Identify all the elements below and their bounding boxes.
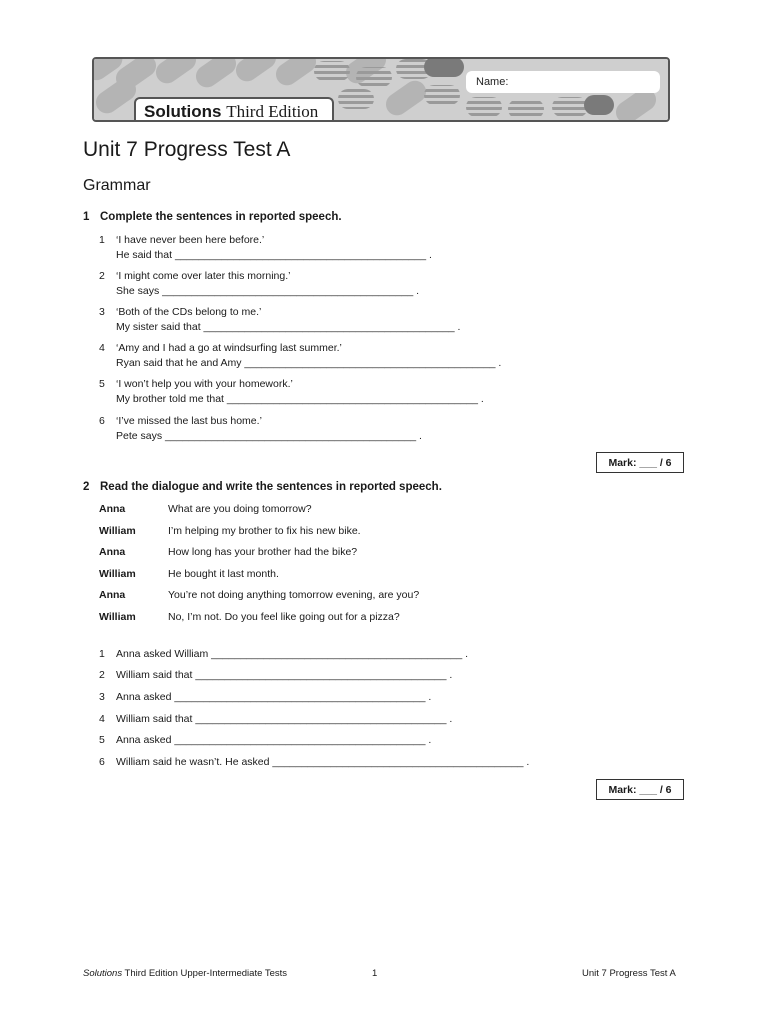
speaker-name: Anna [99,546,126,558]
name-field[interactable] [466,71,660,93]
brand-logo [144,102,318,122]
speaker-name: Anna [99,589,126,601]
speaker-line: No, I’m not. Do you feel like going out for a pizza? [168,611,400,623]
item-number: 4 [99,713,105,725]
item-number: 1 [99,648,105,660]
item-answer-line[interactable]: Anna asked ___________________________________________ . [116,691,432,703]
item-answer-line[interactable]: William said that ___________________________________________ . [116,669,453,681]
task1-text: Complete the sentences in reported speech. [100,211,342,223]
task2-mark-box[interactable]: Mark: ___ / 6 [596,779,684,800]
speaker-name: William [99,568,136,580]
task2-text: Read the dialogue and write the sentences in reported speech. [100,481,442,493]
item-number: 3 [99,306,105,318]
speaker-line: You’re not doing anything tomorrow evening, are you? [168,589,420,601]
task2-instruction [83,481,442,493]
item-answer-line[interactable]: She says ___________________________________________ . [116,285,420,297]
item-answer-line[interactable]: Ryan said that he and Amy ___________________________________________ . [116,357,502,369]
item-quote: ‘I won’t help you with your homework.’ [116,378,293,390]
speaker-name: Anna [99,503,126,515]
name-label: Name: [476,76,509,88]
item-answer-line[interactable]: He said that ___________________________________________ . [116,249,432,261]
item-answer-line[interactable]: Anna asked William ___________________________________________ . [116,648,469,660]
item-number: 6 [99,756,105,768]
footer-page-number: 1 [372,968,378,979]
item-answer-line[interactable]: Pete says ___________________________________________ . [116,430,422,442]
item-answer-line[interactable]: Anna asked ___________________________________________ . [116,734,432,746]
item-number: 3 [99,691,105,703]
speaker-line: What are you doing tomorrow? [168,503,312,515]
brand-name: Solutions [144,102,222,121]
item-number: 2 [99,270,105,282]
task1-mark-box[interactable]: Mark: ___ / 6 [596,452,684,473]
footer-unit-title: Unit 7 Progress Test A [582,968,676,979]
item-number: 1 [99,234,105,246]
item-answer-line[interactable]: My sister said that ___________________________________________ . [116,321,461,333]
item-number: 5 [99,734,105,746]
footer-book-rest: Third Edition Upper-Intermediate Tests [122,968,288,979]
task1-instruction [83,211,342,223]
footer-book-italic: Solutions [83,968,123,979]
footer-book-title [83,968,287,979]
task1-number: 1 [83,211,90,223]
speaker-name: William [99,525,136,537]
speaker-line: I’m helping my brother to fix his new bike. [168,525,361,537]
item-answer-line[interactable]: William said he wasn’t. He asked ___________________________________________ . [116,756,530,768]
speaker-line: He bought it last month. [168,568,279,580]
item-answer-line[interactable]: My brother told me that ___________________________________________ . [116,393,484,405]
header-banner [92,57,670,122]
item-quote: ‘Amy and I had a go at windsurfing last summer.’ [116,342,342,354]
logo-tab [134,97,334,122]
item-number: 4 [99,342,105,354]
item-quote: ‘Both of the CDs belong to me.’ [116,306,262,318]
item-number: 2 [99,669,105,681]
brand-edition: Third Edition [226,102,319,121]
speaker-line: How long has your brother had the bike? [168,546,358,558]
item-number: 6 [99,415,105,427]
item-number: 5 [99,378,105,390]
page-title: Unit 7 Progress Test A [83,138,291,161]
item-quote: ‘I’ve missed the last bus home.’ [116,415,262,427]
task2-number: 2 [83,481,90,493]
speaker-name: William [99,611,136,623]
item-answer-line[interactable]: William said that ___________________________________________ . [116,713,453,725]
section-heading: Grammar [83,177,151,194]
item-quote: ‘I might come over later this morning.’ [116,270,291,282]
item-quote: ‘I have never been here before.’ [116,234,265,246]
